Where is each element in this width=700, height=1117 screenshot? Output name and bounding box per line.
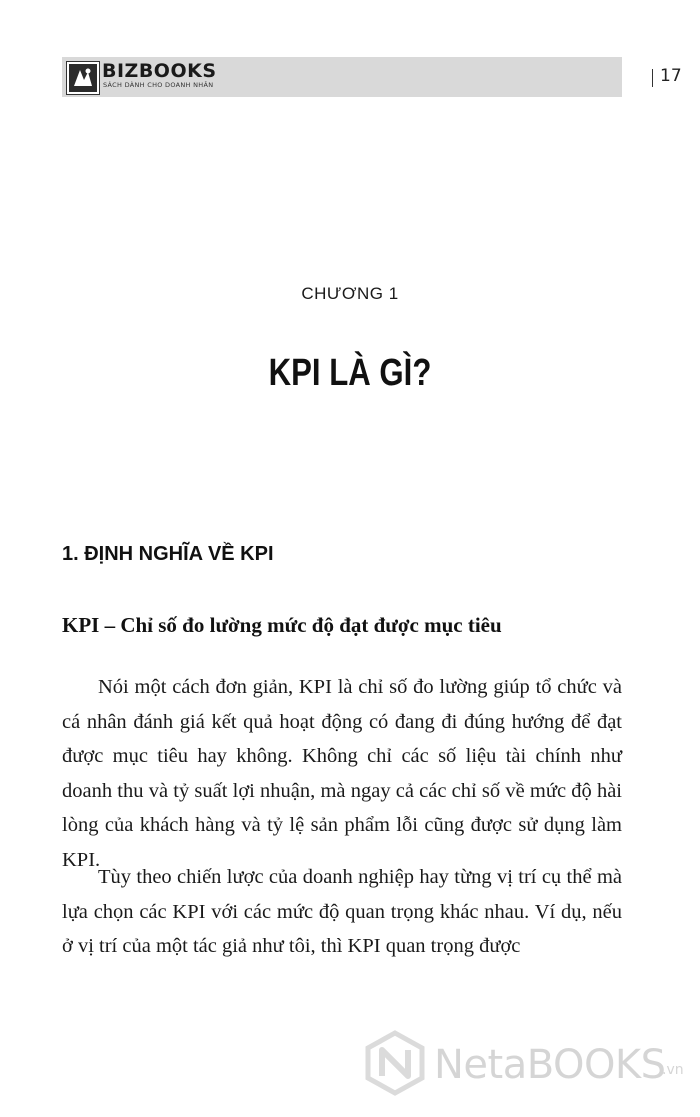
chapter-title: KPI LÀ GÌ? bbox=[268, 352, 432, 394]
page-number: 17 bbox=[660, 66, 682, 86]
bizbooks-logo-icon bbox=[66, 61, 100, 95]
brand-tagline: SÁCH DÀNH CHO DOANH NHÂN bbox=[103, 81, 214, 89]
brand-name: BIZBOOKS bbox=[102, 60, 217, 82]
page-number-divider bbox=[652, 69, 653, 87]
netabooks-watermark bbox=[362, 1030, 692, 1110]
body-paragraph: Nói một cách đơn giản, KPI là chỉ số đo lường giúp tổ chức và cá nhân đánh giá kết quả hoạt động có đang đi đúng hướng để đạt được mục tiêu hay không. Không chỉ các số liệu tài chính như doanh thu và tỷ suất lợi nhuận, mà ngay cả các chỉ số về mức độ hài lòng của khách hàng và tỷ lệ sản phẩm lỗi cũng được sử dụng làm KPI. bbox=[62, 676, 622, 871]
section-subheading: KPI – Chỉ số đo lường mức độ đạt được mục tiêu bbox=[62, 613, 502, 637]
body-paragraph: Tùy theo chiến lược của doanh nghiệp hay từng vị trí cụ thể mà lựa chọn các KPI với các mức độ quan trọng khác nhau. Ví dụ, nếu ở vị trí của một tác giả như tôi, thì KPI quan trọng được bbox=[62, 866, 622, 957]
netabooks-logo-icon bbox=[362, 1030, 428, 1096]
section-heading: 1. ĐỊNH NGHĨA VỀ KPI bbox=[62, 543, 274, 565]
watermark-text: NetaBOOKS bbox=[434, 1042, 666, 1088]
watermark-suffix: .vn bbox=[662, 1062, 684, 1078]
chapter-label: CHƯƠNG 1 bbox=[301, 284, 399, 303]
page-header bbox=[62, 57, 682, 97]
